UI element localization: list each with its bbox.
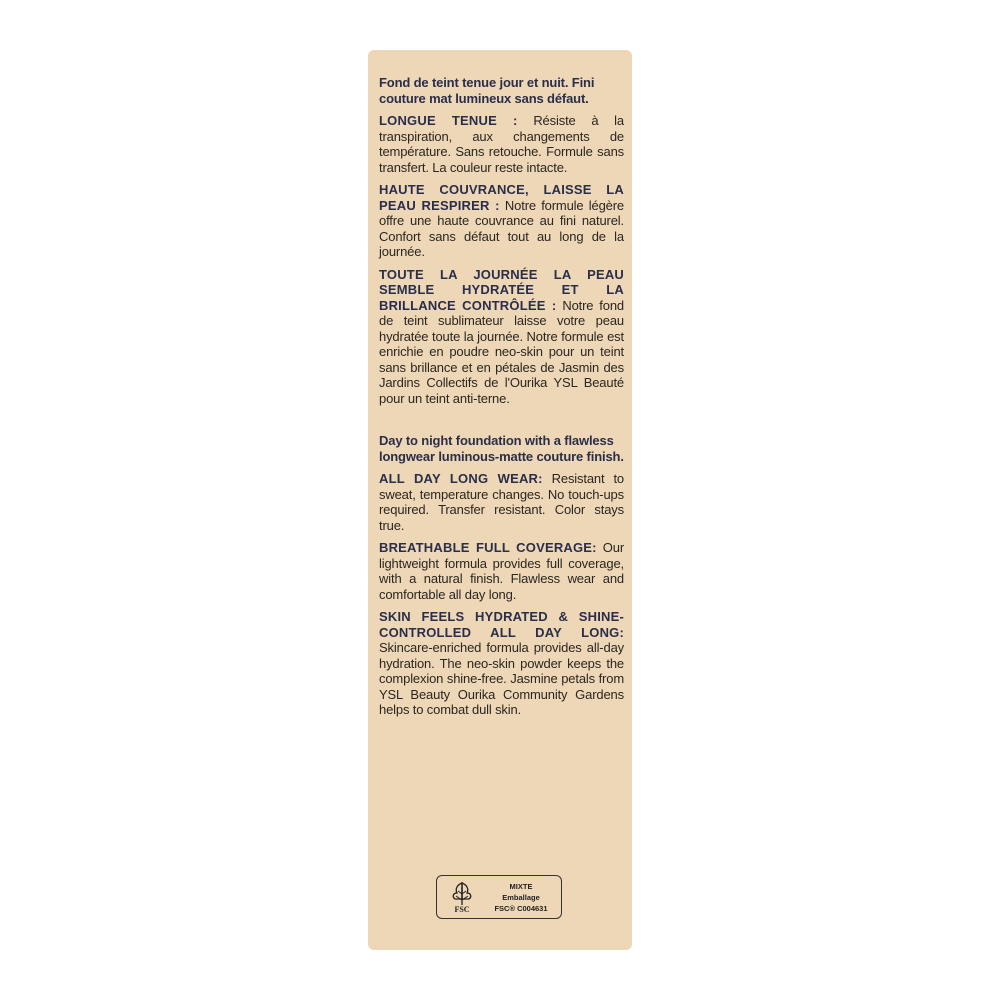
- section-heading: ALL DAY LONG WEAR:: [379, 471, 543, 486]
- fsc-line-emballage: Emballage: [502, 893, 540, 902]
- section-body: Notre formule légère offre une haute couvrance au fini naturel. Confort sans défaut tout au long de la journée.: [379, 197, 624, 259]
- english-section-hydration: [379, 609, 624, 718]
- french-section-hydration: [379, 267, 624, 407]
- fsc-text: [481, 881, 561, 914]
- language-gap: [379, 413, 624, 433]
- section-heading: TOUTE LA JOURNÉE LA PEAU SEMBLE HYDRATÉE ET LA BRILLANCE CONTRÔLÉE :: [379, 266, 624, 313]
- fsc-certification-label: [436, 875, 562, 919]
- english-section-coverage: [379, 540, 624, 602]
- section-heading: HAUTE COUVRANCE, LAISSE LA PEAU RESPIRER :: [379, 182, 624, 213]
- section-heading: BREATHABLE FULL COVERAGE:: [379, 540, 597, 555]
- section-body: Resistant to sweat, temperature changes. No touch-ups required. Transfer resistant. Color stays true.: [379, 471, 624, 533]
- section-body: Notre fond de teint sublimateur laisse votre peau hydratée toute la journée. Notre formule est enrichie en poudre neo-skin pour un teint sans brillance et en pétales de Jasmin des Jardins Collectifs de l'Ourika YSL Beauté pour un teint anti-terne.: [379, 297, 624, 406]
- english-intro: Day to night foundation with a flawless longwear luminous-matte couture finish.: [379, 433, 624, 464]
- french-section-longwear: [379, 113, 624, 175]
- french-section-coverage: [379, 182, 624, 260]
- section-body: Our lightweight formula provides full coverage, with a natural finish. Flawless wear and comfortable all day long.: [379, 540, 624, 602]
- product-info-panel: [368, 50, 632, 950]
- fsc-logo-text: FSC: [454, 905, 470, 914]
- section-heading: LONGUE TENUE :: [379, 113, 518, 128]
- fsc-line-code: FSC® C004631: [494, 904, 548, 913]
- fsc-line-mixte: MIXTE: [509, 882, 533, 891]
- section-body: Skincare-enriched formula provides all-day hydration. The neo-skin powder keeps the complexion shine-free. Jasmine petals from YSL Beauty Ourika Community Gardens helps to combat dull skin.: [379, 640, 624, 717]
- fsc-tree-icon: [445, 881, 479, 915]
- english-section-longwear: [379, 471, 624, 533]
- french-intro: Fond de teint tenue jour et nuit. Fini couture mat lumineux sans défaut.: [379, 75, 595, 106]
- section-heading: SKIN FEELS HYDRATED & SHINE-CONTROLLED ALL DAY LONG:: [379, 609, 624, 640]
- section-body: Résiste à la transpiration, aux changements de température. Sans retouche. Formule sans transfert. La couleur reste intacte.: [379, 113, 624, 175]
